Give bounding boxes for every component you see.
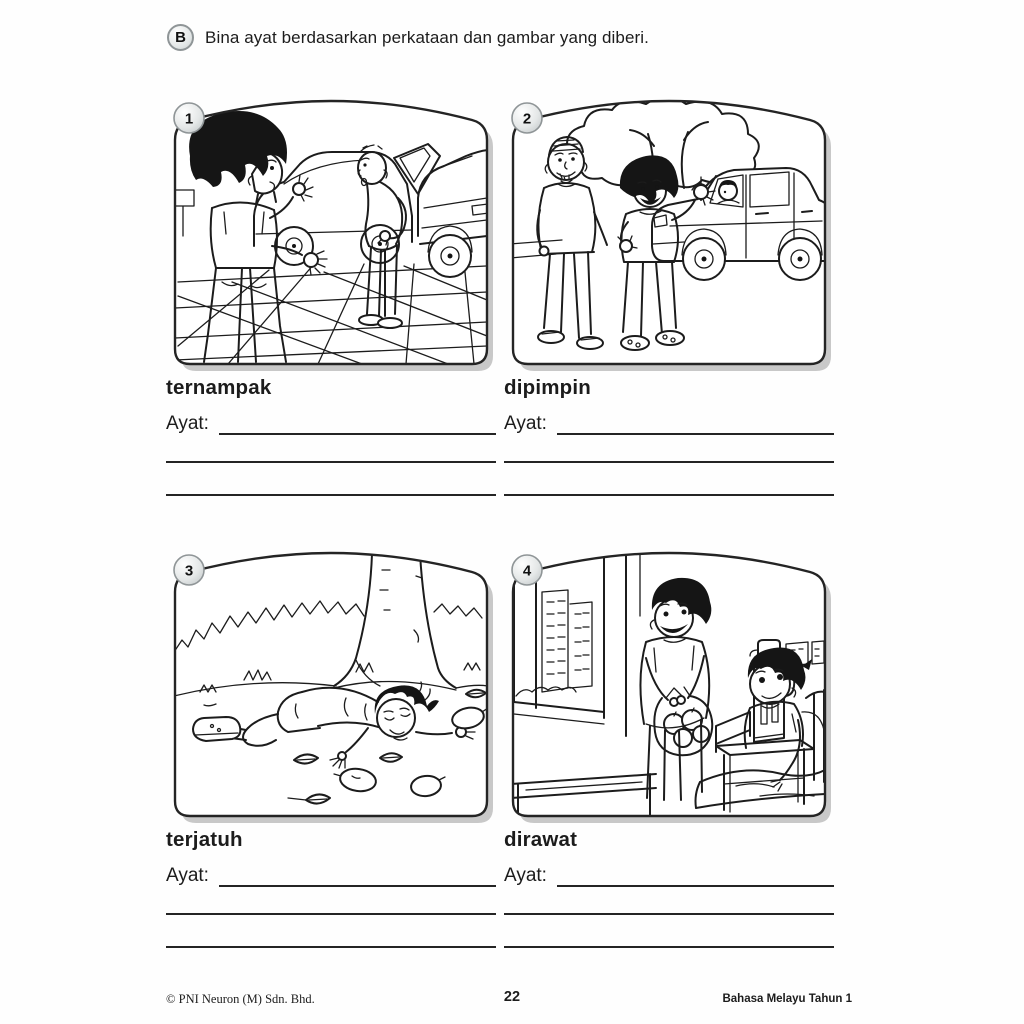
- answer-row: [166, 860, 496, 887]
- illustration-dipimpin: [504, 94, 834, 372]
- answer-blank-1: [557, 885, 834, 887]
- answer-line-2: [504, 913, 834, 915]
- section-header: [167, 24, 649, 51]
- exercise-1: [166, 94, 496, 496]
- answer-line-3: [504, 494, 834, 496]
- exercise-number-badge: [512, 103, 542, 133]
- answer-blank-1: [219, 433, 496, 435]
- answer-row: [504, 860, 834, 887]
- keyword-label: dipimpin: [504, 376, 592, 399]
- svg-text:1: 1: [184, 110, 194, 128]
- answer-line-2: [166, 461, 496, 463]
- exercise-3: [166, 546, 496, 948]
- illustration-terjatuh: [166, 546, 496, 824]
- exercise-2: [504, 94, 834, 496]
- page-number: 22: [503, 989, 521, 1005]
- svg-text:3: 3: [184, 562, 194, 580]
- ayat-label: Ayat:: [504, 413, 547, 434]
- answer-line-3: [504, 946, 834, 948]
- answer-row: [166, 408, 496, 435]
- svg-text:2: 2: [522, 110, 532, 128]
- exercise-4: [504, 546, 834, 948]
- answer-blank-1: [557, 433, 834, 435]
- answer-line-3: [166, 494, 496, 496]
- ayat-label: Ayat:: [504, 865, 547, 886]
- publisher-credit: © PNI Neuron (M) Sdn. Bhd.: [166, 992, 315, 1006]
- instruction-text: Bina ayat berdasarkan perkataan dan gambar yang diberi.: [205, 27, 650, 47]
- answer-line-3: [166, 946, 496, 948]
- answer-row: [504, 408, 834, 435]
- book-title: Bahasa Melayu Tahun 1: [722, 993, 852, 1005]
- ayat-label: Ayat:: [166, 865, 209, 886]
- illustration-dirawat: [504, 546, 834, 824]
- keyword-label: terjatuh: [166, 828, 243, 851]
- answer-line-2: [504, 461, 834, 463]
- answer-blank-1: [219, 885, 496, 887]
- section-badge: B: [167, 24, 194, 51]
- answer-line-2: [166, 913, 496, 915]
- keyword-label: dirawat: [504, 828, 578, 851]
- exercise-number-badge: [512, 555, 542, 585]
- svg-text:4: 4: [522, 562, 532, 580]
- keyword-label: ternampak: [166, 376, 272, 399]
- ayat-label: Ayat:: [166, 413, 209, 434]
- exercise-number-badge: [174, 555, 204, 585]
- exercise-number-badge: [174, 103, 204, 133]
- illustration-ternampak: [166, 94, 496, 372]
